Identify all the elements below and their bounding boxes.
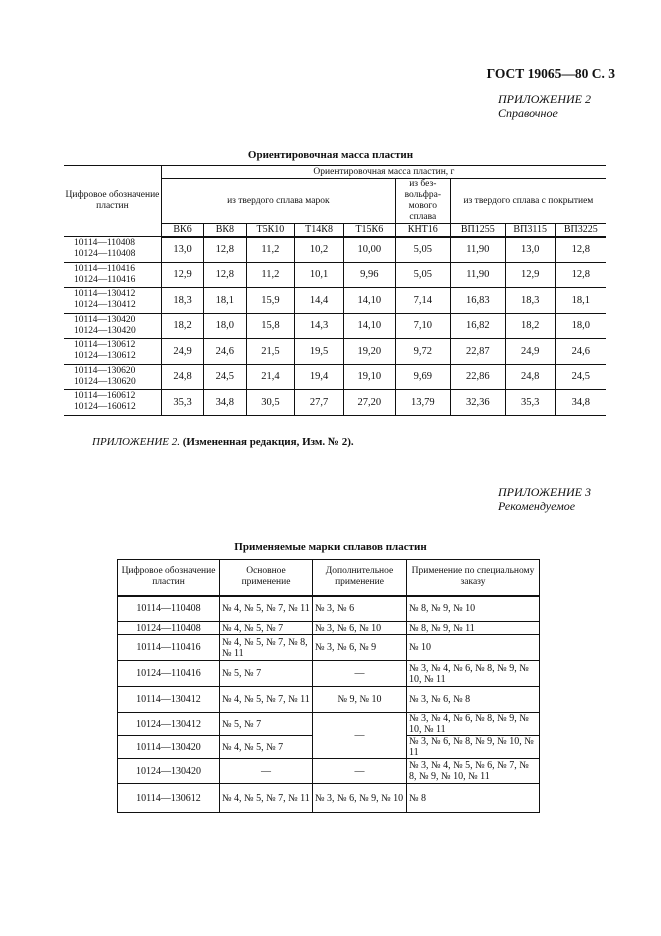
mass-value: 9,69 — [395, 364, 450, 390]
plate-code — [64, 262, 161, 288]
special-order-use: № 3, № 4, № 6, № 8, № 9, № 10, № 11 — [407, 713, 540, 736]
special-order-use: № 8 — [407, 784, 540, 813]
mass-value: 32,36 — [450, 390, 505, 416]
table-row — [118, 713, 540, 736]
change-note-prefix: ПРИЛОЖЕНИЕ 2. — [92, 436, 180, 448]
mass-value: 14,10 — [343, 313, 395, 339]
plate-code — [64, 364, 161, 390]
change-note-text: (Измененная редакция, Изм. № 2). — [182, 436, 354, 448]
group-hard-alloy: из твердого сплава марок — [161, 179, 395, 224]
extra-use: № 3, № 6, № 10 — [313, 622, 407, 635]
mass-value: 9,72 — [395, 339, 450, 365]
mass-value: 13,0 — [505, 237, 555, 263]
mass-value: 18,0 — [555, 313, 606, 339]
table-row — [118, 635, 540, 661]
special-order-use: № 10 — [407, 635, 540, 661]
plate-code-line: 10114—110408 — [74, 238, 136, 249]
plate-code: 10114—110416 — [118, 635, 220, 661]
mass-value: 11,90 — [450, 262, 505, 288]
mass-value: 14,4 — [295, 288, 344, 314]
grade-header: ВП3225 — [555, 224, 606, 237]
mass-value: 21,5 — [246, 339, 295, 365]
special-order-use: № 8, № 9, № 11 — [407, 622, 540, 635]
plate-code — [64, 390, 161, 416]
main-use: № 4, № 5, № 7, № 11 — [220, 687, 313, 713]
mass-value: 13,79 — [395, 390, 450, 416]
mass-value: 10,1 — [295, 262, 344, 288]
mass-value: 14,10 — [343, 288, 395, 314]
mass-value: 27,7 — [295, 390, 344, 416]
plate-code-line: 10124—130412 — [74, 300, 136, 311]
plate-code-line: 10124—130620 — [74, 376, 136, 387]
mass-value: 19,10 — [343, 364, 395, 390]
plate-code: 10114—130412 — [118, 687, 220, 713]
mass-value: 16,82 — [450, 313, 505, 339]
plate-code-line: 10114—160612 — [74, 391, 136, 402]
extra-use: № 9, № 10 — [313, 687, 407, 713]
mass-value: 35,3 — [505, 390, 555, 416]
mass-value: 12,9 — [161, 262, 203, 288]
plate-code-line: 10114—130412 — [74, 289, 136, 300]
mass-value: 19,4 — [295, 364, 344, 390]
grade-header: ВП3115 — [505, 224, 555, 237]
mass-value: 18,3 — [161, 288, 203, 314]
plate-code: 10114—130612 — [118, 784, 220, 813]
mass-value: 13,0 — [161, 237, 203, 263]
special-order-use: № 3, № 6, № 8, № 9, № 10, № 11 — [407, 736, 540, 759]
plate-code: 10114—110408 — [118, 596, 220, 622]
mass-value: 30,5 — [246, 390, 295, 416]
main-use: — — [220, 759, 313, 784]
appendix-2-label — [498, 92, 591, 120]
mass-value: 18,1 — [204, 288, 246, 314]
mass-value: 18,3 — [505, 288, 555, 314]
mass-value: 35,3 — [161, 390, 203, 416]
appendix-2-title: ПРИЛОЖЕНИЕ 2 — [498, 92, 591, 106]
table-2-title: Применяемые марки сплавов пластин — [234, 541, 427, 553]
mass-value: 12,8 — [204, 237, 246, 263]
t2-header-code: Цифровое обозначение пластин — [118, 560, 220, 596]
main-use: № 4, № 5, № 7 — [220, 736, 313, 759]
mass-value: 18,2 — [161, 313, 203, 339]
mass-value: 18,1 — [555, 288, 606, 314]
grade-header: ВК8 — [204, 224, 246, 237]
mass-value: 11,2 — [246, 262, 295, 288]
mass-table — [64, 165, 606, 416]
extra-use: № 3, № 6, № 9 — [313, 635, 407, 661]
main-use: № 4, № 5, № 7, № 8, № 11 — [220, 635, 313, 661]
plate-code: 10124—130412 — [118, 713, 220, 736]
mass-value: 10,00 — [343, 237, 395, 263]
special-order-use: № 3, № 6, № 8 — [407, 687, 540, 713]
plate-code-line: 10124—130612 — [74, 351, 136, 362]
main-use: № 5, № 7 — [220, 713, 313, 736]
mass-value: 22,86 — [450, 364, 505, 390]
extra-use: — — [313, 713, 407, 759]
table-row — [64, 339, 606, 365]
t2-header-main: Основное применение — [220, 560, 313, 596]
appendix-3-label — [498, 485, 591, 513]
mass-value: 19,20 — [343, 339, 395, 365]
plate-code: 10124—110408 — [118, 622, 220, 635]
plate-code-line: 10114—130620 — [74, 365, 136, 376]
mass-value: 12,8 — [555, 262, 606, 288]
mass-value: 11,90 — [450, 237, 505, 263]
special-order-use: № 8, № 9, № 10 — [407, 596, 540, 622]
plate-code: 10124—110416 — [118, 661, 220, 687]
plate-code-line: 10114—130420 — [74, 314, 136, 325]
mass-value: 5,05 — [395, 237, 450, 263]
grade-header: КНТ16 — [395, 224, 450, 237]
table-row — [64, 237, 606, 263]
appendix-2-type: Справочное — [498, 106, 558, 120]
mass-value: 12,9 — [505, 262, 555, 288]
main-use: № 4, № 5, № 7 — [220, 622, 313, 635]
change-note — [92, 436, 354, 448]
mass-value: 15,8 — [246, 313, 295, 339]
plate-code — [64, 339, 161, 365]
table-row — [64, 288, 606, 314]
mass-value: 16,83 — [450, 288, 505, 314]
plate-code-line: 10124—160612 — [74, 402, 136, 413]
code-header: Цифровое обозначение пластин — [64, 166, 161, 237]
main-use: № 4, № 5, № 7, № 11 — [220, 596, 313, 622]
table-row — [64, 313, 606, 339]
mass-value: 24,6 — [555, 339, 606, 365]
t2-header-extra: Дополнительное применение — [313, 560, 407, 596]
extra-use: — — [313, 759, 407, 784]
mass-value: 24,5 — [204, 364, 246, 390]
page-header: ГОСТ 19065—80 С. 3 — [486, 66, 615, 81]
plate-code-line: 10114—110416 — [74, 263, 136, 274]
mass-value: 14,3 — [295, 313, 344, 339]
plate-code-line: 10124—130420 — [74, 325, 136, 336]
table-row — [118, 661, 540, 687]
group-coated: из твердого сплава с покрытием — [450, 179, 606, 224]
mass-value: 18,2 — [505, 313, 555, 339]
plate-code — [64, 237, 161, 263]
mass-value: 34,8 — [555, 390, 606, 416]
mass-value: 24,5 — [555, 364, 606, 390]
alloy-grades-table — [117, 559, 540, 813]
mass-value: 19,5 — [295, 339, 344, 365]
plate-code: 10124—130420 — [118, 759, 220, 784]
mass-value: 24,8 — [505, 364, 555, 390]
table-row — [118, 687, 540, 713]
appendix-3-title: ПРИЛОЖЕНИЕ 3 — [498, 485, 591, 499]
plate-code-line: 10124—110408 — [74, 249, 136, 260]
main-use: № 4, № 5, № 7, № 11 — [220, 784, 313, 813]
mass-value: 24,9 — [161, 339, 203, 365]
table-row — [118, 596, 540, 622]
mass-value: 7,10 — [395, 313, 450, 339]
grade-header: Т14К8 — [295, 224, 344, 237]
extra-use: № 3, № 6, № 9, № 10 — [313, 784, 407, 813]
main-use: № 5, № 7 — [220, 661, 313, 687]
plate-code-line: 10114—130612 — [74, 340, 136, 351]
mass-value: 12,8 — [204, 262, 246, 288]
table-1-title: Ориентировочная масса пластин — [247, 149, 414, 161]
group-tungsten-free: из без-вольфра-мового сплава — [395, 179, 450, 224]
extra-use: № 3, № 6 — [313, 596, 407, 622]
mass-value: 11,2 — [246, 237, 295, 263]
plate-code-line: 10124—110416 — [74, 274, 136, 285]
mass-value: 27,20 — [343, 390, 395, 416]
mass-value: 24,9 — [505, 339, 555, 365]
mass-value: 22,87 — [450, 339, 505, 365]
table-row — [64, 390, 606, 416]
table-row — [118, 759, 540, 784]
table-row — [64, 364, 606, 390]
grade-header: Т5К10 — [246, 224, 295, 237]
mass-value: 34,8 — [204, 390, 246, 416]
table-row — [118, 784, 540, 813]
mass-value: 9,96 — [343, 262, 395, 288]
special-order-use: № 3, № 4, № 6, № 8, № 9, № 10, № 11 — [407, 661, 540, 687]
plate-code: 10114—130420 — [118, 736, 220, 759]
mass-value: 15,9 — [246, 288, 295, 314]
mass-value: 24,8 — [161, 364, 203, 390]
t2-header-special: Применение по специальному заказу — [407, 560, 540, 596]
mass-value: 7,14 — [395, 288, 450, 314]
grade-header: Т15К6 — [343, 224, 395, 237]
mass-header: Ориентировочная масса пластин, г — [161, 166, 606, 179]
table-row — [64, 262, 606, 288]
table-row — [118, 622, 540, 635]
grade-header: ВК6 — [161, 224, 203, 237]
mass-value: 24,6 — [204, 339, 246, 365]
mass-value: 21,4 — [246, 364, 295, 390]
plate-code — [64, 313, 161, 339]
plate-code — [64, 288, 161, 314]
grade-header: ВП1255 — [450, 224, 505, 237]
mass-value: 5,05 — [395, 262, 450, 288]
extra-use: — — [313, 661, 407, 687]
mass-value: 12,8 — [555, 237, 606, 263]
special-order-use: № 3, № 4, № 5, № 6, № 7, № 8, № 9, № 10, № 11 — [407, 759, 540, 784]
appendix-3-type: Рекомендуемое — [498, 499, 576, 513]
mass-value: 10,2 — [295, 237, 344, 263]
mass-value: 18,0 — [204, 313, 246, 339]
